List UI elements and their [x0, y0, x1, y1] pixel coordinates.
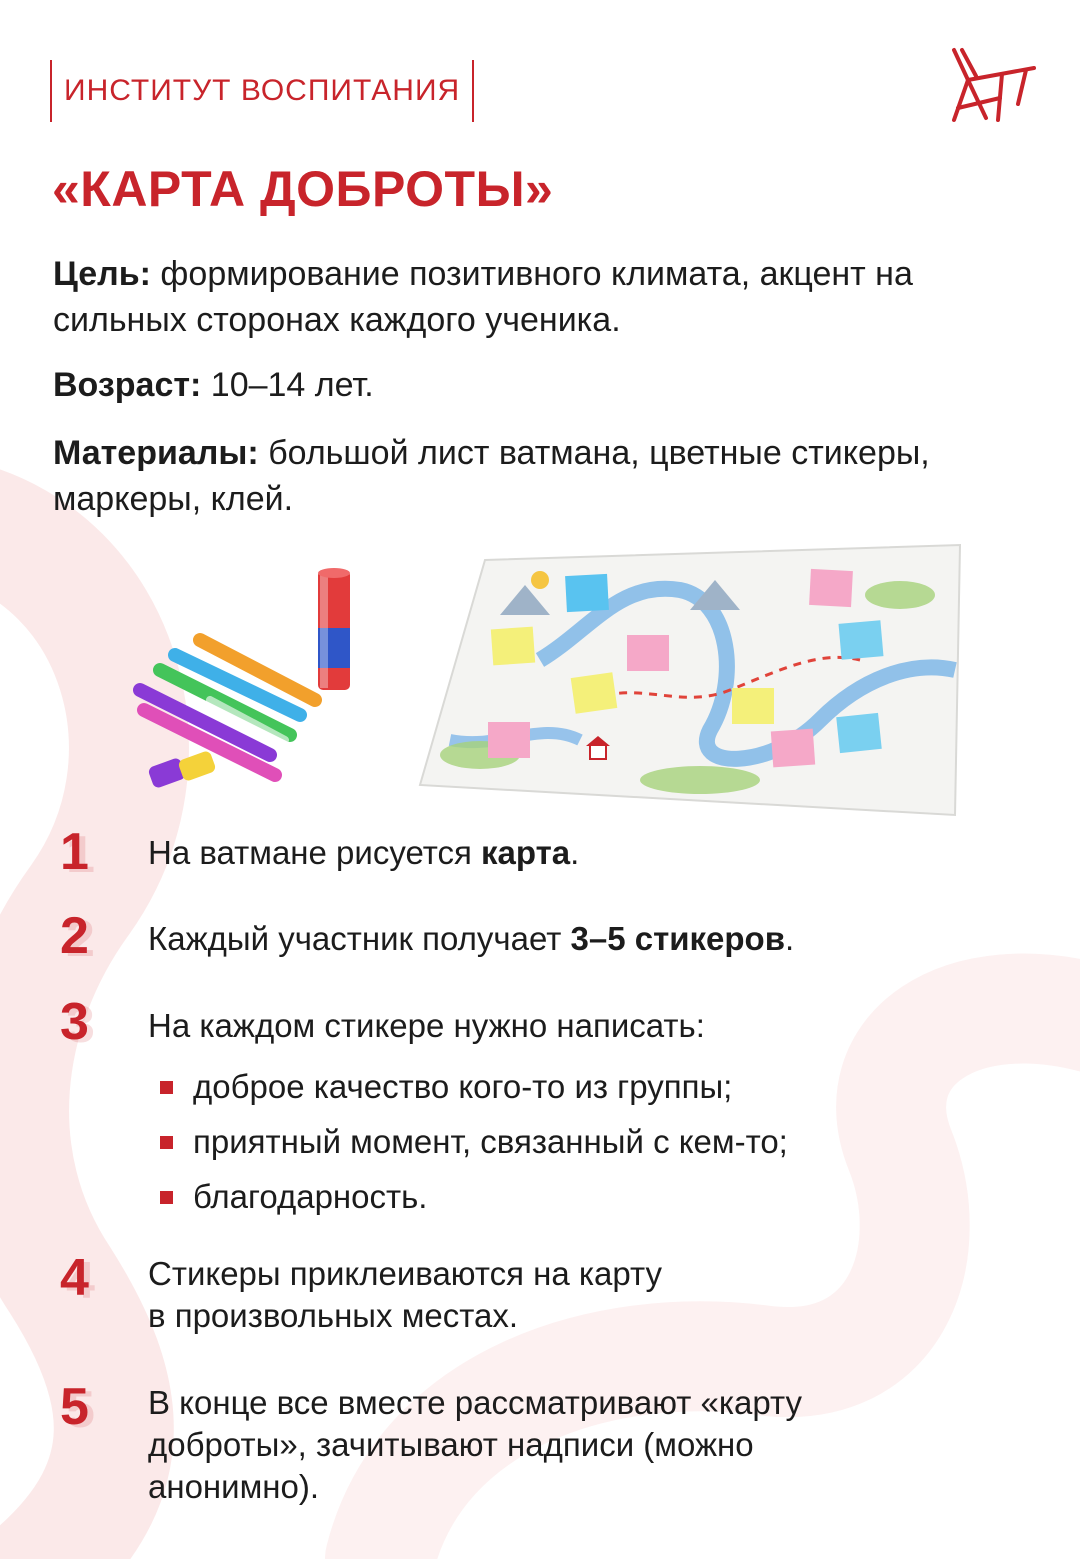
step-number-2: 2: [60, 907, 89, 965]
step-2-text: [148, 918, 1028, 960]
page-title: «КАРТА ДОБРОТЫ»: [52, 161, 554, 217]
list-item: [160, 1121, 1040, 1163]
step-number-4: 4: [60, 1249, 89, 1307]
materials-paragraph: [53, 430, 1013, 522]
goal-text: формирование позитивного климата, акцент на сильных сторонах каждого ученика.: [53, 255, 913, 339]
step-1-text-post: .: [570, 834, 580, 871]
age-label: Возраст:: [53, 366, 202, 404]
step-2-text-pre: Каждый участник получает: [148, 920, 571, 957]
age-paragraph: [53, 362, 1013, 408]
step-2-text-bold: 3–5 стикеров: [570, 920, 785, 957]
step-4-text: [148, 1253, 1028, 1337]
brand-header: [50, 60, 474, 122]
step-number-3: 3: [60, 993, 89, 1051]
step-3-text: На каждом стикере нужно написать:: [148, 1007, 705, 1044]
step-4-line-1: Стикеры приклеиваются на карту: [148, 1255, 662, 1292]
step-number-5: 5: [60, 1378, 89, 1436]
list-item-text: доброе качество кого-то из группы;: [193, 1068, 733, 1105]
bullet-square-icon: [160, 1136, 173, 1149]
glue-stick-icon: [318, 568, 350, 690]
step-1-text-bold: карта: [481, 834, 571, 871]
chair-icon: [946, 46, 1038, 124]
step-5-text: [148, 1382, 1028, 1508]
materials-label: Материалы:: [53, 434, 259, 472]
step-number-1: 1: [60, 823, 89, 881]
step-2-text-post: .: [785, 920, 795, 957]
step-1-text-pre: На ватмане рисуется: [148, 834, 481, 871]
markers-icon: [140, 640, 315, 789]
list-item-text: благодарность.: [193, 1178, 428, 1215]
goal-label: Цель:: [53, 255, 151, 293]
materials-text: большой лист ватмана, цветные стикеры, маркеры, клей.: [53, 434, 930, 518]
list-item: [160, 1176, 1040, 1218]
kindness-map-illustration: [120, 540, 970, 825]
list-item-text: приятный момент, связанный с кем-то;: [193, 1123, 788, 1160]
goal-paragraph: [53, 251, 1013, 343]
step-5-line-1: В конце все вместе рассматривают «карту: [148, 1384, 802, 1421]
age-text: 10–14 лет.: [201, 366, 374, 404]
list-item: [160, 1066, 1040, 1108]
step-5-line-2: доброты», зачитывают надписи (можно: [148, 1426, 754, 1463]
step-4-line-2: в произвольных местах.: [148, 1297, 518, 1334]
step-1-text: [148, 832, 1028, 874]
bullet-square-icon: [160, 1191, 173, 1204]
map-paper-icon: [420, 545, 960, 815]
bullet-square-icon: [160, 1081, 173, 1094]
step-5-line-3: анонимно).: [148, 1468, 320, 1505]
brand-name: ИНСТИТУТ ВОСПИТАНИЯ: [64, 74, 461, 107]
